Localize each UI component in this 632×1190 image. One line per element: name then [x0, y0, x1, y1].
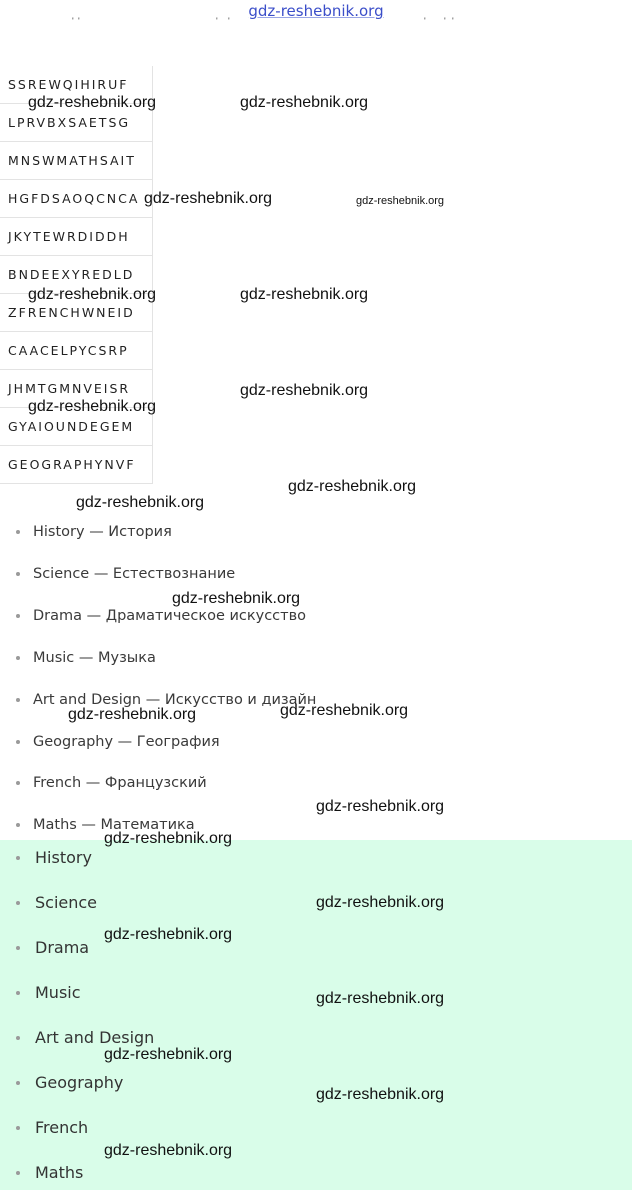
- bullet-icon: [16, 740, 20, 744]
- grid-row: HGFDSAOQCNCA: [0, 180, 152, 218]
- watermark: gdz-reshebnik.org: [104, 1142, 233, 1159]
- bullet-icon: [16, 1171, 20, 1175]
- grid-row: MNSWMATHSAIT: [0, 142, 152, 180]
- watermark: gdz-reshebnik.org: [144, 190, 273, 207]
- watermark: gdz-reshebnik.org: [104, 1046, 233, 1063]
- word-search-grid: [0, 66, 153, 484]
- watermark: gdz-reshebnik.org: [104, 830, 233, 847]
- watermark: gdz-reshebnik.org: [68, 706, 197, 723]
- site-title-link[interactable]: gdz-reshebnik.org: [248, 2, 384, 20]
- bullet-icon: [16, 901, 20, 905]
- grid-row: JHMTGMNVEISR: [0, 370, 152, 408]
- bullet-icon: [16, 781, 20, 785]
- watermark: gdz-reshebnik.org: [76, 494, 205, 511]
- watermark: gdz-reshebnik.org: [104, 926, 233, 943]
- bullet-icon: [16, 614, 20, 618]
- bullet-icon: [16, 823, 20, 827]
- watermark: gdz-reshebnik.org: [316, 894, 445, 911]
- grid-row: JKYTEWRDIDDH: [0, 218, 152, 256]
- grid-row: GYAIOUNDEGEM: [0, 408, 152, 446]
- watermark: gdz-reshebnik.org: [28, 94, 157, 111]
- bullet-icon: [16, 856, 20, 860]
- watermark: gdz-reshebnik.org: [240, 94, 369, 111]
- bullet-icon: [16, 946, 20, 950]
- bullet-icon: [16, 1126, 20, 1130]
- watermark: gdz-reshebnik.org: [356, 195, 445, 207]
- bullet-icon: [16, 530, 20, 534]
- cropped-text-fragment: ' ' ' ' ' ' ': [72, 16, 457, 26]
- bullet-icon: [16, 991, 20, 995]
- bullet-icon: [16, 1081, 20, 1085]
- grid-row: ZFRENCHWNEID: [0, 294, 152, 332]
- grid-row: CAACELPYCSRP: [0, 332, 152, 370]
- grid-row: GEOGRAPHYNVF: [0, 446, 152, 484]
- watermark: gdz-reshebnik.org: [28, 286, 157, 303]
- bullet-icon: [16, 1036, 20, 1040]
- watermark: gdz-reshebnik.org: [172, 590, 301, 607]
- grid-row: BNDEEXYREDLD: [0, 256, 152, 294]
- watermark: gdz-reshebnik.org: [240, 286, 369, 303]
- watermark: gdz-reshebnik.org: [28, 398, 157, 415]
- grid-row: SSREWQIHIRUF: [0, 66, 152, 104]
- bullet-icon: [16, 572, 20, 576]
- watermark: gdz-reshebnik.org: [280, 702, 409, 719]
- watermark: gdz-reshebnik.org: [240, 382, 369, 399]
- bullet-icon: [16, 656, 20, 660]
- grid-row: LPRVBXSAETSG: [0, 104, 152, 142]
- bullet-icon: [16, 698, 20, 702]
- watermark: gdz-reshebnik.org: [316, 798, 445, 815]
- watermark: gdz-reshebnik.org: [288, 478, 417, 495]
- watermark: gdz-reshebnik.org: [316, 1086, 445, 1103]
- top-bar: [0, 0, 632, 40]
- watermark: gdz-reshebnik.org: [316, 990, 445, 1007]
